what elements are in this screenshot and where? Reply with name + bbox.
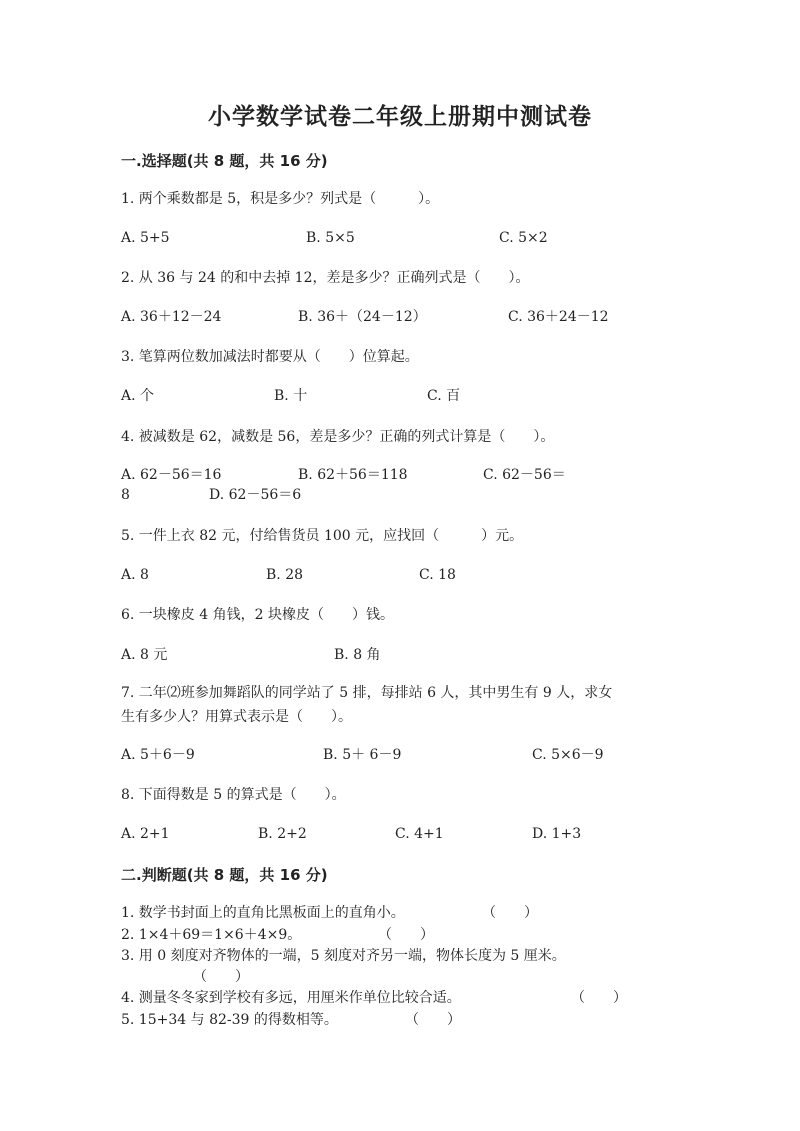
- q3-option-a: A. 个: [121, 388, 155, 404]
- q2-option-b: B. 36＋（24－12）: [298, 309, 427, 325]
- q3-option-c: C. 百: [427, 388, 461, 404]
- q8-option-d: D. 1+3: [532, 826, 582, 842]
- q5-option-a: A. 8: [121, 567, 149, 583]
- q1-option-a: A. 5+5: [121, 230, 170, 246]
- tf-item-1-answer-blank: （ ）: [482, 905, 538, 921]
- q5-option-b: B. 28: [266, 567, 304, 583]
- tf-item-3: 3. 用 0 刻度对齐物体的一端，5 刻度对齐另一端，物体长度为 5 厘米。: [121, 948, 566, 964]
- question-3: 3. 笔算两位数加减法时都要从（ ）位算起。: [121, 349, 419, 365]
- q4-option-c: C. 62－56＝: [483, 467, 566, 483]
- question-4: 4. 被减数是 62，减数是 56，差是多少？正确的列式计算是（ ）。: [121, 429, 555, 445]
- q8-option-b: B. 2+2: [258, 826, 307, 842]
- tf-item-2-answer-blank: （ ）: [378, 927, 434, 943]
- q6-option-a: A. 8 元: [121, 647, 168, 663]
- tf-item-1: 1. 数学书封面上的直角比黑板面上的直角小。: [121, 905, 405, 921]
- tf-item-4: 4. 测量冬冬家到学校有多远，用厘米作单位比较合适。: [121, 990, 461, 1006]
- tf-item-3-answer-blank: （ ）: [193, 969, 249, 985]
- q2-option-c: C. 36＋24－12: [508, 309, 609, 325]
- question-1: 1. 两个乘数都是 5，积是多少？列式是（ ）。: [121, 191, 440, 207]
- q7-option-a: A. 5＋6－9: [121, 747, 195, 763]
- question-6: 6. 一块橡皮 4 角钱，2 块橡皮（ ）钱。: [121, 607, 394, 623]
- q4-option-a: A. 62－56＝16: [121, 467, 222, 483]
- q7-option-b: B. 5＋ 6－9: [323, 747, 402, 763]
- q1-option-b: B. 5×5: [306, 230, 355, 246]
- q8-option-c: C. 4+1: [395, 826, 444, 842]
- q2-option-a: A. 36＋12－24: [121, 309, 222, 325]
- q1-option-c: C. 5×2: [499, 230, 548, 246]
- tf-item-5-answer-blank: （ ）: [405, 1012, 461, 1028]
- question-7-line-2: 生有多少人？用算式表示是（ ）。: [121, 709, 352, 725]
- q5-option-c: C. 18: [419, 567, 456, 583]
- q8-option-a: A. 2+1: [121, 826, 170, 842]
- q4-option-d: D. 62－56＝6: [209, 487, 302, 503]
- q7-option-c: C. 5×6－9: [532, 747, 604, 763]
- q4-option-c-continued: 8: [121, 487, 130, 503]
- q3-option-b: B. 十: [274, 388, 308, 404]
- tf-item-2: 2. 1×4＋69＝1×6＋4×9。: [121, 927, 302, 943]
- question-7-line-1: 7. 二年⑵班参加舞蹈队的同学站了 5 排，每排站 6 人，其中男生有 9 人，求女: [121, 685, 613, 701]
- section-heading-choice: 一.选择题(共 8 题，共 16 分): [121, 152, 328, 170]
- page-title: 小学数学试卷二年级上册期中测试卷: [208, 104, 592, 130]
- q6-option-b: B. 8 角: [334, 647, 381, 663]
- tf-item-4-answer-blank: （ ）: [571, 990, 627, 1006]
- question-2: 2. 从 36 与 24 的和中去掉 12，差是多少？正确列式是（ ）。: [121, 270, 530, 286]
- section-heading-true-false: 二.判断题(共 8 题，共 16 分): [121, 866, 328, 884]
- tf-item-5: 5. 15+34 与 82-39 的得数相等。: [121, 1012, 338, 1028]
- question-8: 8. 下面得数是 5 的算式是（ ）。: [121, 787, 346, 803]
- question-5: 5. 一件上衣 82 元，付给售货员 100 元，应找回（ ）元。: [121, 528, 524, 544]
- q4-option-b: B. 62＋56＝118: [298, 467, 408, 483]
